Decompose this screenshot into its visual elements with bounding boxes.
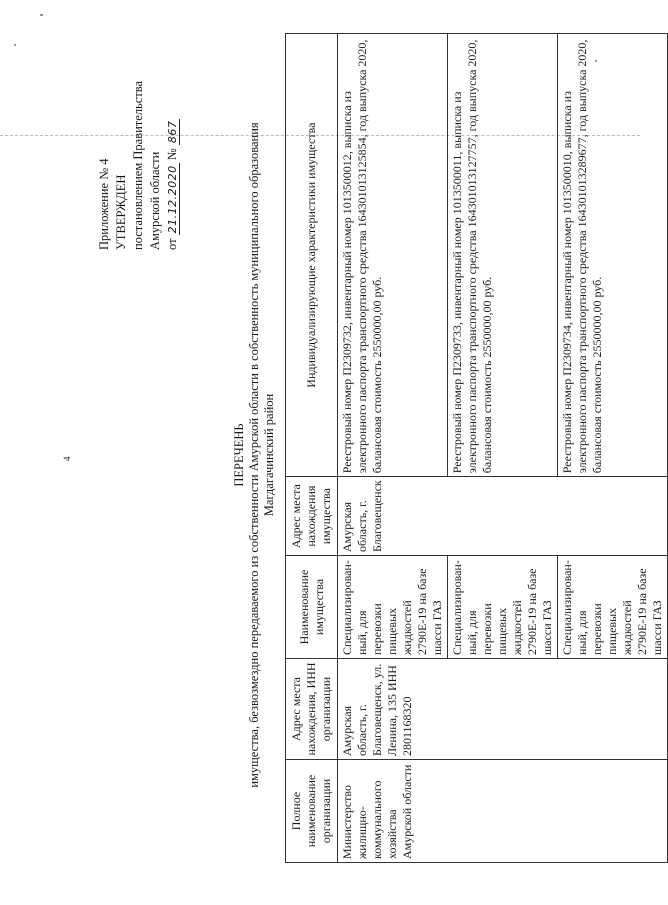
cell-property-name: Специализирован-ный, для перевозки пищевых жидкостей 2790Е-19 на базе шасси ГАЗ bbox=[338, 556, 448, 659]
col-header-characteristics: Индивидуализирующие характеристики имущества bbox=[286, 34, 338, 477]
col-header-property-address: Адрес места нахождения имущества bbox=[286, 477, 338, 556]
cell-characteristics: Реестровый номер П2309732, инвентарный номер 1013500012, выписка из электронного паспорта транспортного средства 164301013125854, год выпуска 2020, балансовая стоимость 2550000,00 руб. bbox=[338, 34, 448, 477]
cell-org-address: Амурская область, г. Благовещенск, ул. Ленина, 135 ИНН 2801168320 bbox=[338, 659, 668, 760]
col-header-property-name: Наименование имущества bbox=[286, 556, 338, 659]
title-line2: Магдагачинский район bbox=[262, 393, 276, 517]
property-table bbox=[285, 33, 668, 863]
number-prefix: № bbox=[165, 148, 179, 161]
resolution-label: постановлением Правительства bbox=[131, 80, 145, 250]
appendix-label: Приложение № 4 bbox=[97, 158, 111, 250]
page-number: 4 bbox=[62, 456, 72, 461]
cell-property-address: Амурская область, г. Благовещенск bbox=[338, 477, 668, 556]
approved-label: УТВЕРЖДЕН bbox=[114, 174, 128, 250]
cell-characteristics: Реестровый номер П2309734, инвентарный номер 1013500010, выписка из электронного паспорта транспортного средства 164301013289677, год выпуска 2020, балансовая стоимость 2550000,00 руб. bbox=[558, 34, 668, 477]
cell-organization: Министерство жилищно-коммунального хозяйства Амурской области bbox=[338, 760, 668, 863]
title-line1: имущества, безвозмездно передаваемого из собственности Амурской области в собственность муниципального образования bbox=[247, 122, 261, 788]
from-prefix: от bbox=[165, 238, 179, 250]
date-number-line bbox=[164, 40, 181, 250]
handwritten-date: 21.12.2020 bbox=[166, 165, 179, 234]
approval-block bbox=[96, 40, 181, 250]
col-header-organization: Полное наименование организации bbox=[286, 760, 338, 863]
cell-property-name: Специализирован-ный, для перевозки пищевых жидкостей 2790Е-19 на базе шасси ГАЗ bbox=[558, 556, 668, 659]
region-label: Амурской области bbox=[148, 151, 162, 250]
cell-property-name: Специализирован-ный, для перевозки пищевых жидкостей 2790Е-19 на базе шасси ГАЗ bbox=[448, 556, 558, 659]
document-title bbox=[232, 25, 277, 885]
table-header-row bbox=[286, 34, 338, 863]
title-main: ПЕРЕЧЕНЬ bbox=[232, 423, 246, 487]
handwritten-number: 867 bbox=[166, 120, 179, 144]
table-row bbox=[338, 34, 448, 863]
col-header-org-address: Адрес места нахождения, ИНН организации bbox=[286, 659, 338, 760]
cell-characteristics: Реестровый номер П2309733, инвентарный номер 1013500011, выписка из электронного паспорта транспортного средства 164301013127757, год выпуска 2020, балансовая стоимость 2550000,00 руб. bbox=[448, 34, 558, 477]
